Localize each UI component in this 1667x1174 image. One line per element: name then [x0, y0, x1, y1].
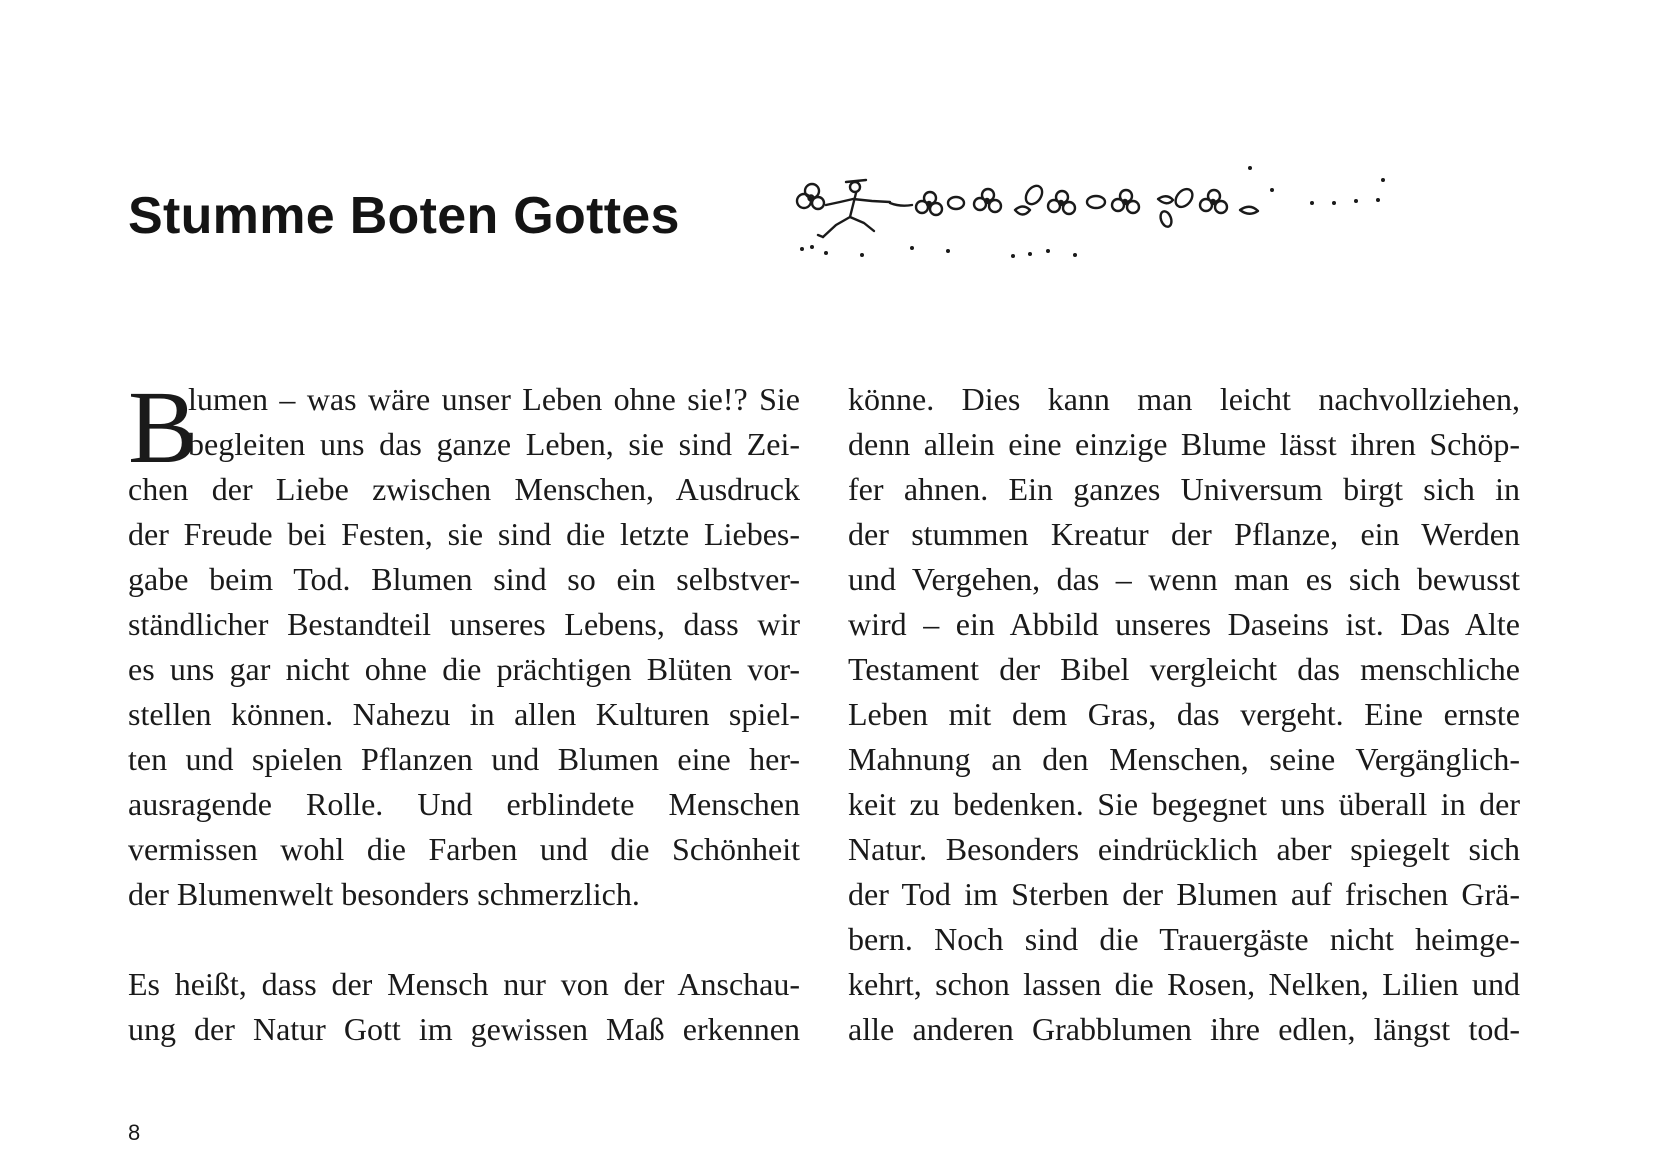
text-line: Es heißt, dass der Mensch nur von der Anschau-: [128, 966, 800, 1002]
text-line: ten und spielen Pflanzen und Blumen eine her-: [128, 741, 800, 777]
text-line: alle anderen Grabblumen ihre edlen, längst tod-: [848, 1011, 1520, 1047]
text-line: keit zu bedenken. Sie begegnet uns überall in der: [848, 786, 1520, 822]
text-line: Leben mit dem Gras, das vergeht. Eine ernste: [848, 696, 1520, 732]
text-line: bern. Noch sind die Trauergäste nicht heimge-: [848, 921, 1520, 957]
text-line: der stummen Kreatur der Pflanze, ein Werden: [848, 516, 1520, 552]
text-line: ausragende Rolle. Und erblindete Menschen: [128, 786, 800, 822]
text-line: wird – ein Abbild unseres Daseins ist. Das Alte: [848, 606, 1520, 642]
text-line: begleiten uns das ganze Leben, sie sind Zei-: [188, 426, 800, 462]
text-line: ung der Natur Gott im gewissen Maß erkennen: [128, 1011, 800, 1047]
text-line: Mahnung an den Menschen, seine Vergänglich-: [848, 741, 1520, 777]
text-line: ständlicher Bestandteil unseres Lebens, dass wir: [128, 606, 800, 642]
text-line: Testament der Bibel vergleicht das menschliche: [848, 651, 1520, 687]
text-line: chen der Liebe zwischen Menschen, Ausdruck: [128, 471, 800, 507]
running-figure-icon: [818, 180, 890, 237]
page-title: Stumme Boten Gottes: [128, 187, 680, 245]
text-line: es uns gar nicht ohne die prächtigen Blüten vor-: [128, 651, 800, 687]
text-line: kehrt, schon lassen die Rosen, Nelken, Lilien und: [848, 966, 1520, 1002]
text-line: könne. Dies kann man leicht nachvollziehen,: [848, 381, 1520, 417]
text-line: und Vergehen, das – wenn man es sich bewusst: [848, 561, 1520, 597]
text-line: vermissen wohl die Farben und die Schönheit: [128, 831, 800, 867]
text-line: der Blumenwelt besonders schmerzlich.: [128, 876, 640, 912]
text-line: der Tod im Sterben der Blumen auf frischen Grä-: [848, 876, 1520, 912]
text-line: fer ahnen. Ein ganzes Universum birgt sich in: [848, 471, 1520, 507]
page-number: 8: [128, 1120, 141, 1145]
drop-cap: B: [128, 370, 198, 485]
paragraph-gap: [128, 917, 800, 962]
running-figure-with-flower-garland-icon: [790, 165, 1490, 290]
flower-icon: [797, 184, 824, 209]
text-line: gabe beim Tod. Blumen sind so ein selbstver-: [128, 561, 800, 597]
text-line: Natur. Besonders eindrücklich aber spiegelt sich: [848, 831, 1520, 867]
text-line: stellen können. Nahezu in allen Kulturen spiel-: [128, 696, 800, 732]
text-line: der Freude bei Festen, sie sind die letzte Liebes-: [128, 516, 800, 552]
text-line: denn allein eine einzige Blume lässt ihren Schöp-: [848, 426, 1520, 462]
flower-garland-icon: [916, 183, 1258, 228]
text-column-left: [128, 370, 800, 1052]
text-line: lumen – was wäre unser Leben ohne sie!? Sie: [188, 381, 800, 417]
scattered-dots-icon: [790, 166, 1385, 258]
text-column-right: [848, 377, 1520, 1052]
